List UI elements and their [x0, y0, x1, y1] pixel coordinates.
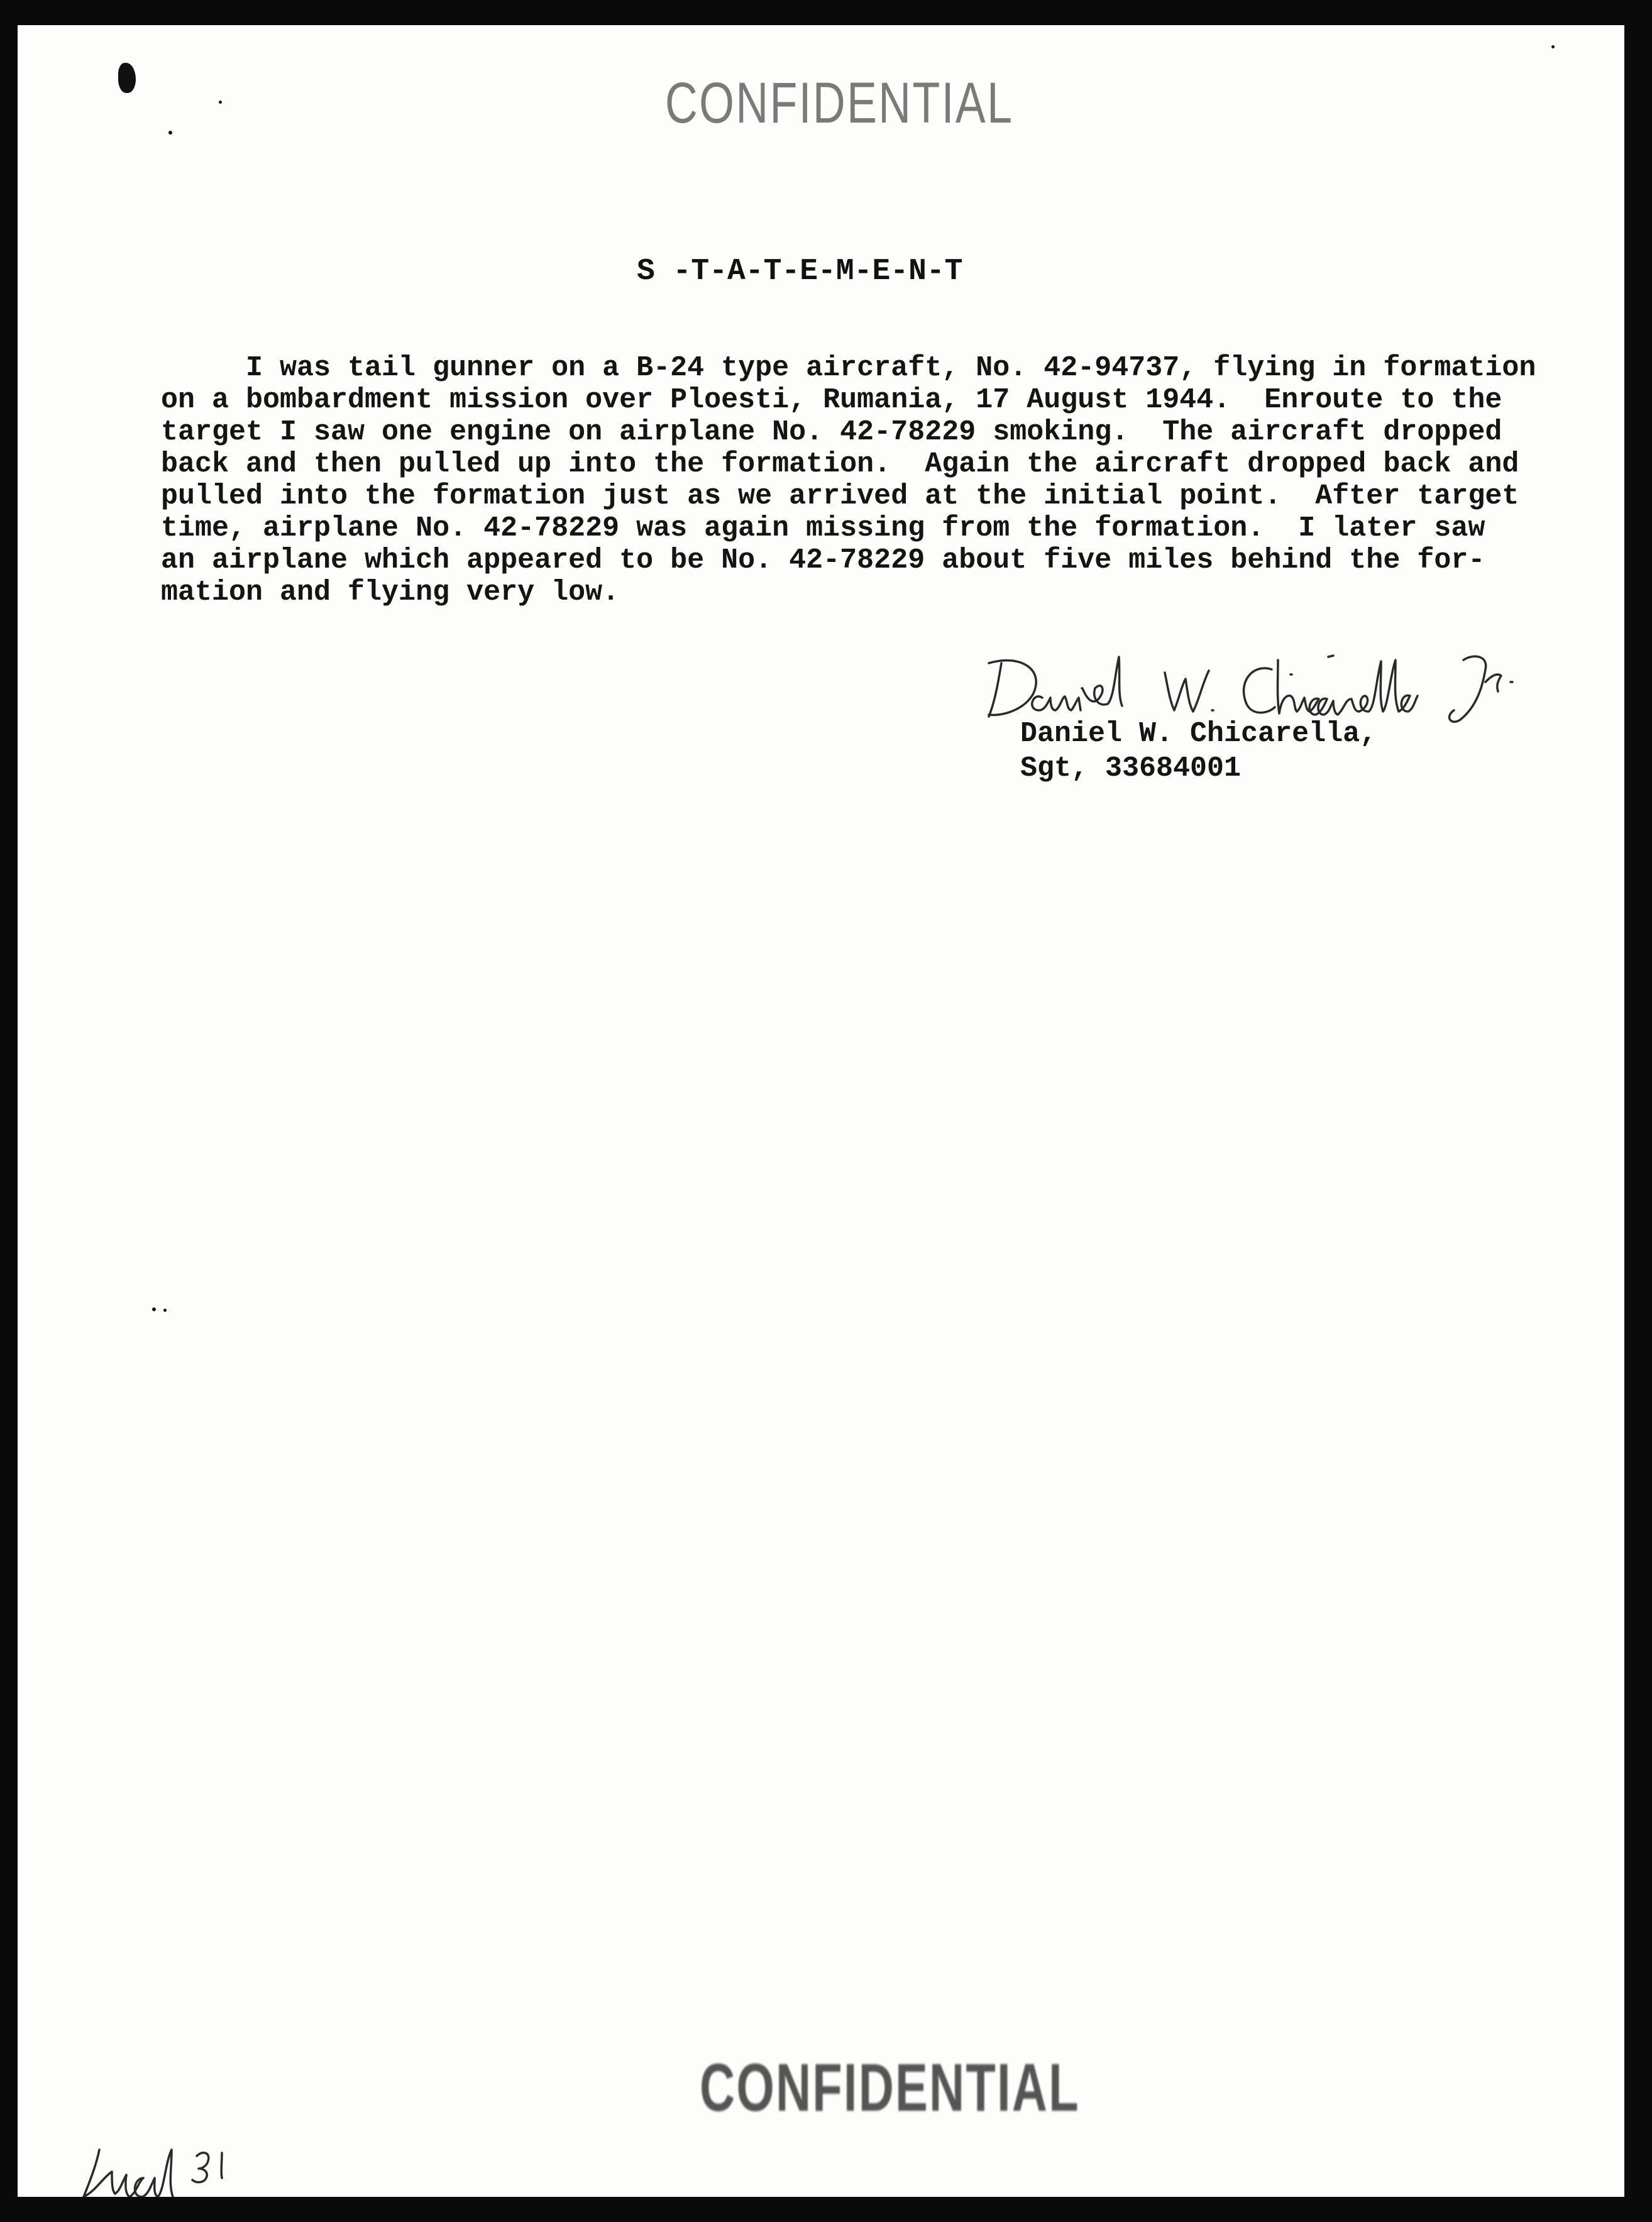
document-title: S -T-A-T-E-M-E-N-T — [637, 255, 963, 289]
body-line: pulled into the formation just as we arrived at the initial point. After target — [161, 480, 1519, 512]
body-line: on a bombardment mission over Ploesti, Rumania, 17 August 1944. Enroute to the — [161, 384, 1502, 416]
scan-speck — [168, 131, 172, 135]
confidential-stamp-bottom: CONFIDENTIAL — [700, 2049, 1080, 2125]
handwritten-signature — [976, 644, 1542, 726]
body-line: an airplane which appeared to be No. 42-78229 about five miles behind the for- — [161, 544, 1485, 576]
scan-speck — [118, 63, 136, 93]
signature-block — [1020, 717, 1377, 786]
rank-serial: Sgt, 33684001 — [1020, 752, 1242, 784]
body-line: mation and flying very low. — [161, 576, 620, 608]
body-line: time, airplane No. 42-78229 was again missing from the formation. I later saw — [161, 512, 1485, 544]
scan-speck — [152, 1307, 156, 1311]
scan-speck — [1551, 45, 1555, 48]
scan-speck — [219, 101, 222, 104]
body-line: target I saw one engine on airplane No. 42-78229 smoking. The aircraft dropped — [161, 416, 1502, 448]
confidential-stamp-top: CONFIDENTIAL — [665, 71, 1014, 135]
document-page — [18, 25, 1624, 2197]
margin-note-handwriting — [71, 2137, 234, 2197]
scan-speck — [163, 1309, 167, 1312]
statement-body — [161, 352, 1536, 608]
typed-name: Daniel W. Chicarella, — [1020, 718, 1377, 750]
body-line: I was tail gunner on a B-24 type aircraft, No. 42-94737, flying in formation — [161, 352, 1536, 384]
body-line: back and then pulled up into the formation. Again the aircraft dropped back and — [161, 448, 1519, 480]
